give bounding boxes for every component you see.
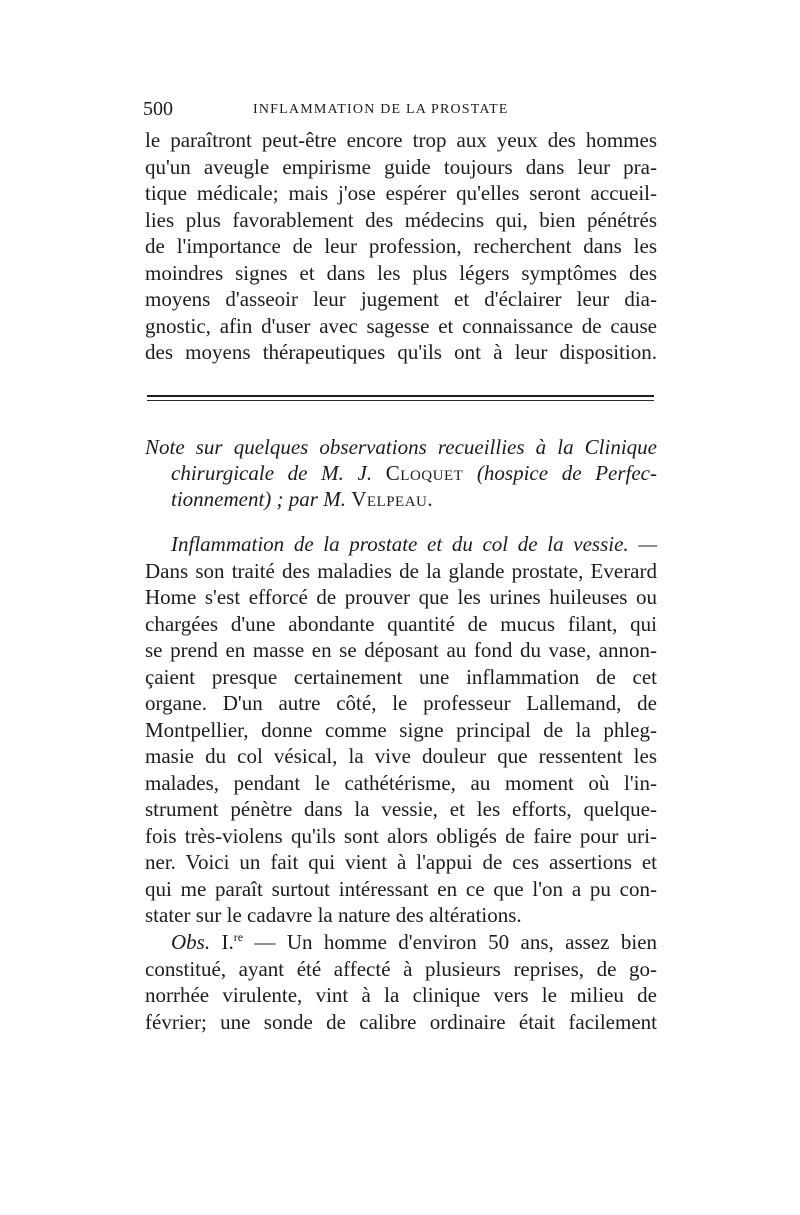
observation-first-line: [145, 929, 657, 956]
running-head-title: INFLAMMATION DE LA PROSTATE: [253, 102, 509, 117]
author-name-velpeau: Velpeau: [351, 487, 428, 511]
paragraph-line: Dans son traité des maladies de la glande prostate, Everard: [145, 558, 657, 583]
paragraph-line: des moyens thérapeutiques qu'ils ont à leur disposition.: [145, 340, 657, 364]
divider-rule-thin: [147, 400, 654, 401]
divider-rule-thick: [147, 395, 654, 397]
note-title-text: (hospice de Perfec-: [463, 461, 657, 485]
paragraph-line: gnostic, afin d'user avec sagesse et connaissance de cause: [145, 313, 657, 338]
paragraph-line: se prend en masse en se déposant au fond du vase, annon-: [145, 638, 657, 662]
paragraph-line: le paraîtront peut-être encore trop aux yeux des hommes: [145, 128, 657, 152]
paragraph-line: constitué, ayant été affecté à plusieurs reprises, de go-: [145, 956, 657, 981]
top-paragraph: [145, 127, 657, 366]
paragraph-line: çaient presque certainement une inflammation de cet: [145, 664, 657, 689]
note-title-line: [145, 460, 657, 486]
paragraph-line: masie du col vésical, la vive douleur que ressentent les: [145, 744, 657, 768]
author-name-cloquet: Cloquet: [385, 461, 464, 485]
paragraph-line: Montpellier, donne comme signe principal de la phleg-: [145, 717, 657, 742]
note-title-text: tionnement) ; par M.: [171, 487, 352, 511]
paragraph-line: qu'un aveugle empirisme guide toujours dans leur pra-: [145, 154, 657, 179]
paragraph-line: février; une sonde de calibre ordinaire était facilement: [145, 1009, 657, 1034]
paragraph-line: tique médicale; mais j'ose espérer qu'elles seront accueil-: [145, 181, 657, 205]
paragraph-line: malades, pendant le cathétérisme, au moment où l'in-: [145, 770, 657, 795]
paragraph-line: moyens d'asseoir leur jugement et d'éclairer leur dia-: [145, 287, 657, 311]
paragraph-line: qui me paraît surtout intéressant en ce que l'on a pu con-: [145, 876, 657, 901]
obs-first-line-text: — Un homme d'environ 50 ans, assez bien: [243, 930, 658, 954]
paragraph-line: stater sur le cadavre la nature des altérations.: [145, 903, 522, 927]
obs-label: Obs.: [171, 930, 211, 954]
page-number: 500: [143, 98, 173, 120]
paragraph-line: strument pénètre dans la vessie, et les efforts, quelque-: [145, 797, 657, 821]
note-title-line: [145, 486, 657, 512]
section-divider: [147, 395, 654, 403]
note-title-text: .: [427, 487, 433, 511]
section-heading: Inflammation de la prostate et du col de la vessie. —: [171, 532, 657, 556]
paragraph-line: fois très-violens qu'ils sont alors obligés de faire pour uri-: [145, 823, 657, 848]
main-paragraph: [145, 531, 657, 929]
paragraph-line: lies plus favorablement des médecins qui, bien pénétrés: [145, 207, 657, 232]
running-head: [143, 98, 658, 120]
note-title: [145, 434, 657, 512]
obs-number: I.: [221, 930, 234, 954]
paragraph-line: Home s'est efforcé de prouver que les urines huileuses ou: [145, 585, 657, 609]
paragraph-line: chargées d'une abondante quantité de mucus filant, qui: [145, 611, 657, 636]
note-title-text: chirurgicale de M. J.: [171, 461, 386, 485]
paragraph-line: organe. D'un autre côté, le professeur Lallemand, de: [145, 691, 657, 715]
paragraph-line: ner. Voici un fait qui vient à l'appui de ces assertions et: [145, 850, 657, 874]
obs-number-superscript: re: [233, 930, 244, 944]
paragraph-line: moindres signes et dans les plus légers symptômes des: [145, 260, 657, 285]
paragraph-line: norrhée virulente, vint à la clinique vers le milieu de: [145, 983, 657, 1007]
note-title-line: Note sur quelques observations recueillies à la Clinique: [145, 435, 657, 459]
observation-paragraph: [145, 929, 657, 1035]
paragraph-line: de l'importance de leur profession, recherchent dans les: [145, 234, 657, 258]
